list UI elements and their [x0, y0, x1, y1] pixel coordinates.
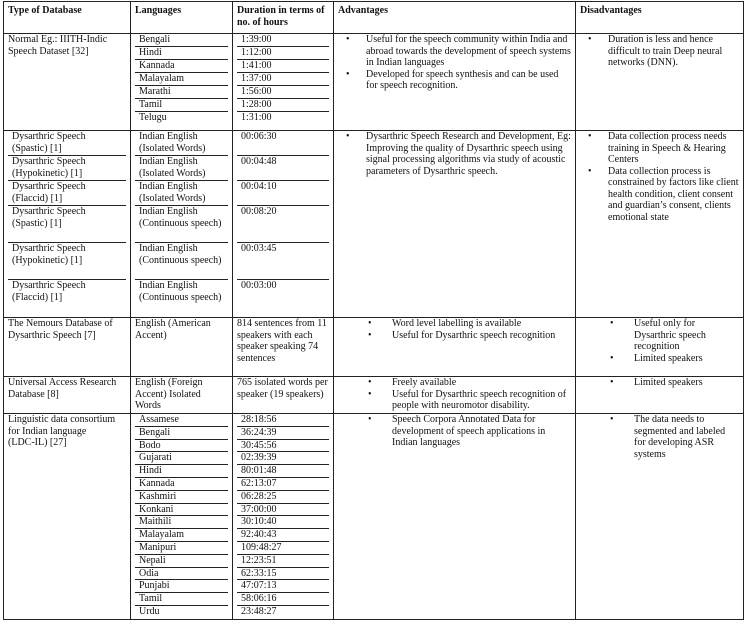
advantage-item: • Dysarthric Speech Research and Development, Eg: Improving the quality of Dysarthric speech using signal processing algorithms via study of acoustic parameters of Dysarthric speech.: [366, 131, 571, 177]
ldcil-row: [4, 414, 744, 620]
duration-cell: 00:04:48: [237, 156, 329, 181]
duration-cell: 1:28:00: [237, 99, 329, 112]
duration-cell: 06:28:25: [237, 491, 329, 504]
language-cell: Marathi: [135, 86, 228, 99]
dysarthric-disadvantages-cell: [576, 131, 744, 318]
disadvantage-item: • Useful only for Dysarthric speech recognition: [634, 318, 739, 353]
header-type: Type of Database: [4, 2, 131, 34]
nemours-advantages-list: [338, 318, 571, 341]
uaspeech-row: [4, 377, 744, 414]
uaspeech-disadvantages-list: [580, 377, 739, 389]
language-cell: Bodo: [135, 440, 228, 453]
duration-cell: 00:04:10: [237, 181, 329, 206]
nemours-disadvantages-list: [580, 318, 739, 364]
language-cell: Indian English (Isolated Words): [135, 181, 228, 206]
language-cell: Urdu: [139, 605, 160, 617]
advantage-item: • Freely available: [392, 377, 571, 389]
normal-disadvantages-list: [580, 34, 739, 69]
dysarthric-advantages-list: [338, 131, 571, 177]
ldcil-languages-cell: [131, 414, 233, 620]
language-cell: Indian English (Continuous speech): [135, 206, 228, 243]
duration-cell: 80:01:48: [237, 465, 329, 478]
database-comparison-table: [3, 1, 744, 620]
advantage-item: • Useful for Dysarthric speech recognition of people with neuromotor disability.: [392, 389, 571, 412]
dysarthric-languages-list: [135, 131, 228, 317]
language-cell: Kannada: [135, 478, 228, 491]
nemours-language-cell: English (American Accent): [131, 318, 233, 377]
duration-cell: 1:12:00: [237, 47, 329, 60]
header-disadvantages: Disadvantages: [576, 2, 744, 34]
dysarthric-type-cell: [4, 131, 131, 318]
ldcil-disadvantages-list: [580, 414, 739, 460]
language-cell: Telugu: [139, 112, 167, 123]
dysarthric-duration-cell: [233, 131, 334, 318]
disadvantage-item: • Data collection process is constrained by factors like client health condition, client consent and guardian’s consent, clients emotional state: [608, 166, 739, 224]
dysarthric-languages-cell: [131, 131, 233, 318]
dysarthric-type-list: [8, 131, 126, 317]
duration-cell: 47:07:13: [237, 580, 329, 593]
language-cell: Assamese: [135, 414, 228, 427]
database-type-cell: Dysarthric Speech (Hypokinetic) [1]: [8, 243, 126, 280]
uaspeech-duration-cell: 765 isolated words per speaker (19 speakers): [233, 377, 334, 414]
nemours-row: [4, 318, 744, 377]
duration-cell: 109:48:27: [237, 542, 329, 555]
uaspeech-language-cell: English (Foreign Accent) Isolated Words: [131, 377, 233, 414]
normal-duration-list: [237, 34, 329, 125]
duration-cell: 92:40:43: [237, 529, 329, 542]
language-cell: Bengali: [135, 34, 228, 47]
language-cell: Malayalam: [135, 529, 228, 542]
nemours-advantages-cell: [334, 318, 576, 377]
normal-languages-cell: [131, 34, 233, 131]
header-duration: Duration in terms of no. of hours: [233, 2, 334, 34]
language-cell: Punjabi: [135, 580, 228, 593]
header-advantages: Advantages: [334, 2, 576, 34]
ldcil-duration-list: [237, 414, 329, 619]
database-type-cell: Dysarthric Speech (Spastic) [1]: [8, 131, 126, 156]
disadvantage-item: • Limited speakers: [634, 353, 739, 365]
duration-cell: 00:06:30: [237, 131, 329, 156]
nemours-duration-cell: 814 sentences from 11 speakers with each speaker speaking 74 sentences: [233, 318, 334, 377]
language-cell: Indian English (Continuous speech): [139, 280, 222, 303]
duration-cell: 36:24:39: [237, 427, 329, 440]
normal-duration-cell: [233, 34, 334, 131]
advantage-item: • Word level labelling is available: [392, 318, 571, 330]
nemours-disadvantages-cell: [576, 318, 744, 377]
duration-cell: 62:13:07: [237, 478, 329, 491]
language-cell: Tamil: [135, 99, 228, 112]
duration-cell: 1:39:00: [237, 34, 329, 47]
uaspeech-disadvantages-cell: [576, 377, 744, 414]
language-cell: Indian English (Isolated Words): [135, 131, 228, 156]
database-type-cell: Dysarthric Speech (Flaccid) [1]: [12, 280, 86, 303]
duration-cell: 1:31:00: [241, 112, 272, 123]
duration-cell: 1:56:00: [237, 86, 329, 99]
language-cell: Manipuri: [135, 542, 228, 555]
language-cell: Konkani: [135, 504, 228, 517]
ldcil-type-name: Linguistic data consortium for Indian language: [8, 414, 116, 437]
duration-cell: 62:33:15: [237, 568, 329, 581]
uaspeech-advantages-list: [338, 377, 571, 412]
ldcil-advantages-cell: [334, 414, 576, 620]
duration-cell: 00:03:00: [241, 280, 277, 291]
language-cell: Maithili: [135, 516, 228, 529]
ldcil-type-cell: [4, 414, 131, 620]
language-cell: Hindi: [135, 47, 228, 60]
normal-advantages-list: [338, 34, 571, 92]
dysarthric-disadvantages-list: [580, 131, 739, 223]
advantage-item: • Developed for speech synthesis and can be used for speech recognition.: [366, 69, 571, 92]
nemours-type-cell: The Nemours Database of Dysarthric Speech [7]: [4, 318, 131, 377]
uaspeech-advantages-cell: [334, 377, 576, 414]
ldcil-duration-cell: [233, 414, 334, 620]
duration-cell: 37:00:00: [237, 504, 329, 517]
database-type-cell: Dysarthric Speech (Hypokinetic) [1]: [8, 156, 126, 181]
advantage-item: • Useful for the speech community within India and abroad towards the development of speech systems in Indian languages: [366, 34, 571, 69]
duration-cell: 30:45:56: [237, 440, 329, 453]
duration-cell: 1:41:00: [237, 60, 329, 73]
duration-cell: 00:03:45: [237, 243, 329, 280]
normal-advantages-cell: [334, 34, 576, 131]
database-type-cell: Dysarthric Speech (Flaccid) [1]: [8, 181, 126, 206]
duration-cell: 58:06:16: [237, 593, 329, 606]
normal-type-cell: Normal Eg.: IIITH-Indic Speech Dataset [32]: [4, 34, 131, 131]
normal-section-row: [4, 34, 744, 131]
advantage-item: • Useful for Dysarthric speech recognition: [392, 330, 571, 342]
language-cell: Nepali: [135, 555, 228, 568]
disadvantage-item: • The data needs to segmented and labeled for developing ASR systems: [634, 414, 739, 460]
ldcil-languages-list: [135, 414, 228, 619]
dysarthric-section-row: [4, 131, 744, 318]
language-cell: Bengali: [135, 427, 228, 440]
normal-languages-list: [135, 34, 228, 125]
duration-cell: 28:18:56: [237, 414, 329, 427]
language-cell: Tamil: [135, 593, 228, 606]
language-cell: Odia: [135, 568, 228, 581]
dysarthric-duration-list: [237, 131, 329, 317]
advantage-item: • Speech Corpora Annotated Data for development of speech applications in Indian languages: [392, 414, 571, 449]
normal-disadvantages-cell: [576, 34, 744, 131]
duration-cell: 23:48:27: [241, 605, 277, 617]
language-cell: Kashmiri: [135, 491, 228, 504]
ldcil-advantages-list: [338, 414, 571, 449]
language-cell: Indian English (Isolated Words): [135, 156, 228, 181]
language-cell: Hindi: [135, 465, 228, 478]
dysarthric-advantages-cell: [334, 131, 576, 318]
language-cell: Malayalam: [135, 73, 228, 86]
ldcil-disadvantages-cell: [576, 414, 744, 620]
duration-cell: 1:37:00: [237, 73, 329, 86]
header-row: [4, 2, 744, 34]
database-type-cell: Dysarthric Speech (Spastic) [1]: [8, 206, 126, 243]
disadvantage-item: • Duration is less and hence difficult to train Deep neural networks (DNN).: [608, 34, 739, 69]
language-cell: Kannada: [135, 60, 228, 73]
duration-cell: 12:23:51: [237, 555, 329, 568]
language-cell: Gujarati: [135, 452, 228, 465]
duration-cell: 30:10:40: [237, 516, 329, 529]
header-languages: Languages: [131, 2, 233, 34]
duration-cell: 02:39:39: [237, 452, 329, 465]
disadvantage-item: • Limited speakers: [634, 377, 739, 389]
duration-cell: 00:08:20: [237, 206, 329, 243]
uaspeech-type-cell: Universal Access Research Database [8]: [4, 377, 131, 414]
language-cell: Indian English (Continuous speech): [135, 243, 228, 280]
ldcil-type-abbrev: (LDC-IL) [27]: [8, 437, 67, 448]
disadvantage-item: • Data collection process needs training in Speech & Hearing Centers: [608, 131, 739, 166]
